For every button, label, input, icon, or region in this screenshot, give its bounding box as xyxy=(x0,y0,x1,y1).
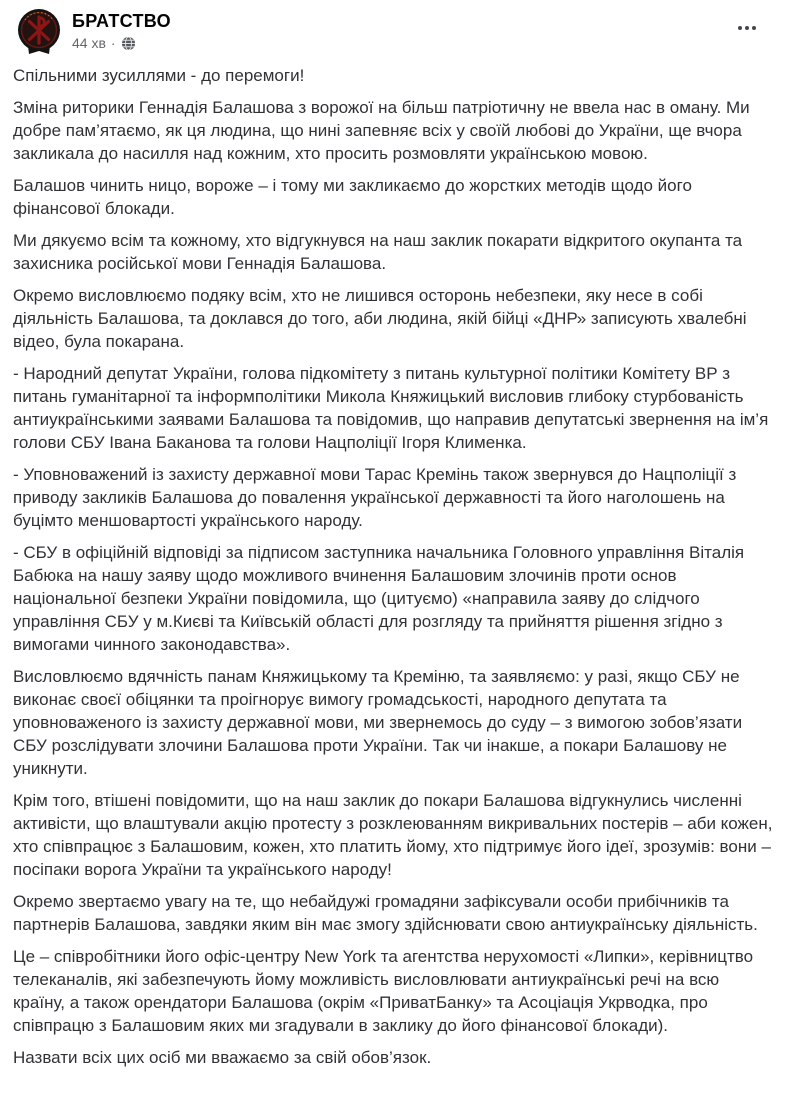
post-paragraph: Балашов чинить ницо, вороже – і тому ми закликаємо до жорстких методів щодо його фінансової блокади. xyxy=(13,176,697,218)
more-options-ellipsis-icon xyxy=(752,26,756,30)
post-timestamp[interactable]: 44 хв xyxy=(72,35,106,51)
globe-public-icon xyxy=(121,36,136,51)
post-paragraph: Спільними зусиллями - до перемоги! xyxy=(13,66,305,85)
post-paragraph: Висловлюємо вдячність панам Княжицькому та Креміню, та заявляємо: у разі, якщо СБУ не виконає своєї обіцянки та проігнорує вимогу громадськості, народного депутата та уповноваженого із захисту державної мови, ми звернемось до суду – з вимогою зобов’язати СБУ розслідувати злочини Балашова проти України. Так чи інакше, а покари Балашову не уникнути. xyxy=(13,667,747,778)
post-paragraph: Ми дякуємо всім та кожному, хто відгукнувся на наш заклик покарати відкритого окупанта та захисника російської мови Геннадія Балашова. xyxy=(13,231,747,273)
page-avatar[interactable] xyxy=(16,8,62,56)
more-options-ellipsis-icon xyxy=(738,26,742,30)
page-name-link[interactable]: БРАТСТВО xyxy=(72,11,171,31)
post-paragraph: Зміна риторики Геннадія Балашова з ворожої на більш патріотичну не ввела нас в оману. Ми добре пам’ятаємо, як ця людина, що нині запевняє всіх у своїй любові до України, ще вчора закликала до насилля над кожним, хто просить розмовляти українською мовою. xyxy=(13,98,755,163)
post-paragraph: Назвати всіх цих осіб ми вважаємо за свій обов’язок. xyxy=(13,1048,432,1067)
post-paragraph: Це – співробітники його офіс-центру New York та агентства нерухомості «Липки», керівництво телеканалів, які забезпечують йому можливість висловлювати антиукраїнські речі на всю країну, а також орендатори Балашова (окрім «ПриватБанку» та Асоціація Укрводка, про співпрацю з Балашовим яких ми згадували в заклику до його фінансової блокади). xyxy=(13,947,758,1035)
chi-rho-emblem-icon xyxy=(16,43,62,60)
post-meta xyxy=(72,34,171,52)
post-paragraph: Крім того, втішені повідомити, що на наш заклик до покари Балашова відгукнулись численні активісти, що влаштували акцію протесту з розклеюванням викривальних постерів – аби кожен, хто співпрацює з Балашовим, кожен, хто платить йому, хто підтримує його ідеї, зрозумів: вони – посіпаки ворога України та українського народу! xyxy=(13,791,778,879)
post-paragraph: - Уповноважений із захисту державної мови Тарас Кремінь також звернувся до Нацполіції з приводу закликів Балашова до повалення української державності та його наголошень на буцімто меншовартості українського народу. xyxy=(13,465,742,530)
header-info xyxy=(72,8,171,52)
post-header xyxy=(0,0,800,58)
meta-separator: · xyxy=(110,35,116,51)
more-options-button[interactable] xyxy=(734,20,760,36)
post-text xyxy=(0,58,800,1069)
post-paragraph: - Народний депутат України, голова підкомітету з питань культурної політики Комітету ВР з питань гуманітарної та інформполітики Микола Княжицький висловив глибоку стурбованість антиукраїнськими заявами Балашова та повідомив, що направив депутатські звернення на ім’я голови СБУ Івана Баканова та голови Нацполіції Ігоря Клименка. xyxy=(13,364,774,452)
post-paragraph: Окремо звертаємо увагу на те, що небайдужі громадяни зафіксували особи прибічників та партнерів Балашова, завдяки яким він має змогу здійснювати свою антиукраїнську діяльність. xyxy=(13,892,758,934)
post-paragraph: - СБУ в офіційній відповіді за підписом заступника начальника Головного управління Віталія Бабюка на нашу заяву щодо можливого вчинення Балашовим злочинів проти основ національної безпеки України повідомила, що (цитуємо) «направила заяву до слідчого управління СБУ у м.Києві та Київській області для розгляду та прийняття рішення згідно з вимогами чинного законодавства». xyxy=(13,543,749,654)
post-paragraph: Окремо висловлюємо подяку всім, хто не лишився осторонь небезпеки, яку несе в собі діяльність Балашова, та доклався до того, аби людина, якій бійці «ДНР» записують хвалебні відео, була покарана. xyxy=(13,286,752,351)
more-options-ellipsis-icon xyxy=(745,26,749,30)
